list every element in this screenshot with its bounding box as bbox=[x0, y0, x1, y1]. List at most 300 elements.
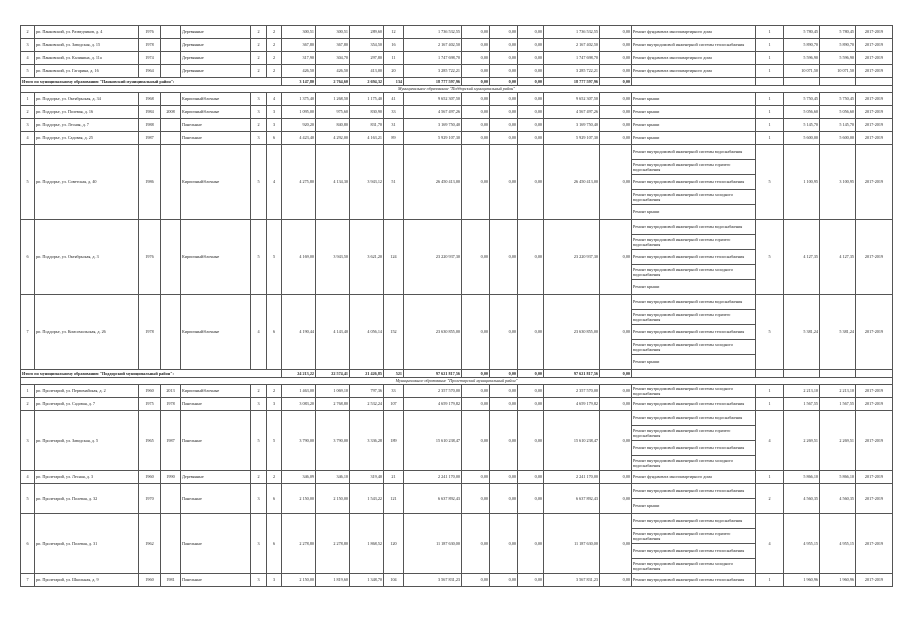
empty-cell bbox=[820, 370, 856, 378]
cell-mat: Кирпичный/блочные bbox=[181, 295, 251, 370]
cell-y1: 1978 bbox=[139, 295, 161, 370]
cell-cost: 3 567 831,23 bbox=[404, 574, 462, 587]
cell-u: 5 bbox=[756, 145, 784, 220]
cell-c6: 0,00 bbox=[600, 398, 632, 411]
cell-c4: 0,00 bbox=[518, 411, 544, 471]
section-title: Муниципальное образование "Пролетарский муниципальный район" bbox=[21, 378, 893, 385]
table-row bbox=[21, 26, 893, 39]
cell-resid: 11 bbox=[384, 52, 404, 65]
work-type-cell: Ремонт внутридомовой инженерной системы теплоснабжения bbox=[632, 325, 756, 340]
work-type-cell: Ремонт внутридомовой инженерной системы горячего водоснабжения bbox=[632, 310, 756, 325]
cell-p2: 5 381,24 bbox=[820, 295, 856, 370]
cell-y1: 1988 bbox=[139, 119, 161, 132]
cell-c4: 0,00 bbox=[518, 26, 544, 39]
cell-cost: 4 659 179,82 bbox=[404, 398, 462, 411]
total-cost: 18 777 597,96 bbox=[404, 78, 462, 86]
cell-en: 2 bbox=[267, 385, 282, 398]
cell-cost: 3 285 722,21 bbox=[404, 65, 462, 78]
cell-addr: рп. Пролетарий, ул. Школьная, д. 9 bbox=[35, 574, 139, 587]
total-c2: 0,00 bbox=[462, 370, 490, 378]
table-row bbox=[21, 514, 893, 529]
cell-p1: 5 600,00 bbox=[784, 132, 820, 145]
cell-u: 1 bbox=[756, 132, 784, 145]
cell-mat: Панельные bbox=[181, 398, 251, 411]
cell-a2: 300,51 bbox=[316, 26, 350, 39]
cell-c2: 0,00 bbox=[462, 471, 490, 484]
table-row bbox=[21, 119, 893, 132]
cell-u: 1 bbox=[756, 106, 784, 119]
cell-en: 5 bbox=[267, 220, 282, 295]
cell-n: 5 bbox=[21, 484, 35, 514]
table-row bbox=[21, 106, 893, 119]
cell-y1: 1975 bbox=[139, 398, 161, 411]
cell-c5: 2 167 402,50 bbox=[544, 39, 600, 52]
cell-d: 2017-2019 bbox=[856, 398, 893, 411]
cell-y1: 1965 bbox=[139, 411, 161, 471]
cell-addr: рп. Пролетарий, ул. Полевая, д. 31 bbox=[35, 514, 139, 574]
total-a1: 24 213,22 bbox=[282, 370, 316, 378]
table-row bbox=[21, 65, 893, 78]
cell-n: 3 bbox=[21, 119, 35, 132]
work-type-cell: Ремонт внутридомовой инженерной системы теплоснабжения bbox=[632, 250, 756, 265]
cell-c3: 0,00 bbox=[490, 52, 518, 65]
cell-c2: 0,00 bbox=[462, 106, 490, 119]
cell-addr: рп. Панковский, ул. Разведчиков, д. 4 bbox=[35, 26, 139, 39]
cell-n: 7 bbox=[21, 574, 35, 587]
cell-addr: рп. Поддорье, ул. Советская, д. 40 bbox=[35, 145, 139, 220]
cell-p1: 5 890,70 bbox=[784, 39, 820, 52]
cell-a1: 3 790,00 bbox=[282, 411, 316, 471]
cell-mat: Панельные bbox=[181, 574, 251, 587]
cell-p1: 2 213,10 bbox=[784, 385, 820, 398]
cell-c5: 3 567 831,23 bbox=[544, 574, 600, 587]
work-type-cell: Ремонт внутридомовой инженерной системы водоснабжения bbox=[632, 411, 756, 426]
repair-program-table bbox=[20, 25, 893, 587]
work-type-cell: Ремонт крыши bbox=[632, 499, 756, 514]
work-type-cell: Ремонт внутридомовой инженерной системы холодного водоснабжения bbox=[632, 559, 756, 574]
cell-a2: 346,10 bbox=[316, 471, 350, 484]
cell-p1: 5 750,45 bbox=[784, 93, 820, 106]
cell-y1: 1970 bbox=[139, 484, 161, 514]
cell-y1: 1960 bbox=[139, 385, 161, 398]
total-c6: 0,00 bbox=[600, 78, 632, 86]
cell-en: 4 bbox=[267, 93, 282, 106]
cell-mat: Кирпичный/блочные bbox=[181, 106, 251, 119]
cell-cost: 23 220 937,30 bbox=[404, 220, 462, 295]
cell-c3: 0,00 bbox=[490, 385, 518, 398]
cell-addr: рп. Поддорье, ул. Полевая, д. 16 bbox=[35, 106, 139, 119]
cell-c2: 0,00 bbox=[462, 132, 490, 145]
cell-u: 5 bbox=[756, 220, 784, 295]
cell-a2: 4 292,00 bbox=[316, 132, 350, 145]
total-row bbox=[21, 370, 893, 378]
cell-fl: 5 bbox=[251, 145, 267, 220]
work-type-cell: Ремонт фундамента многоквартирного дома bbox=[632, 471, 756, 484]
cell-a1: 4 190,44 bbox=[282, 295, 316, 370]
work-type-cell: Ремонт внутридомовой инженерной системы холодного водоснабжения bbox=[632, 456, 756, 471]
table-row bbox=[21, 484, 893, 499]
work-type-cell: Ремонт внутридомовой инженерной системы горячего водоснабжения bbox=[632, 426, 756, 441]
cell-c3: 0,00 bbox=[490, 93, 518, 106]
cell-cost: 11 187 630,00 bbox=[404, 514, 462, 574]
cell-c5: 2 357 570,00 bbox=[544, 385, 600, 398]
cell-a3: 297,80 bbox=[350, 52, 384, 65]
section-row bbox=[21, 378, 893, 385]
cell-c2: 0,00 bbox=[462, 484, 490, 514]
cell-n: 2 bbox=[21, 106, 35, 119]
cell-u: 1 bbox=[756, 26, 784, 39]
work-type-cell: Ремонт внутридомовой инженерной системы холодного водоснабжения bbox=[632, 385, 756, 398]
work-type-cell: Ремонт внутридомовой инженерной системы теплоснабжения bbox=[632, 398, 756, 411]
cell-y2 bbox=[161, 514, 181, 574]
cell-c3: 0,00 bbox=[490, 132, 518, 145]
cell-fl: 2 bbox=[251, 26, 267, 39]
cell-n: 4 bbox=[21, 471, 35, 484]
cell-fl: 3 bbox=[251, 398, 267, 411]
cell-a2: 4 143,40 bbox=[316, 295, 350, 370]
cell-fl: 2 bbox=[251, 471, 267, 484]
cell-en: 6 bbox=[267, 132, 282, 145]
cell-a1: 2 150,00 bbox=[282, 484, 316, 514]
cell-c4: 0,00 bbox=[518, 398, 544, 411]
cell-c6: 0,00 bbox=[600, 471, 632, 484]
total-c4: 0,00 bbox=[518, 78, 544, 86]
work-type-cell: Ремонт внутридомовой инженерной системы холодного водоснабжения bbox=[632, 265, 756, 280]
cell-n: 3 bbox=[21, 39, 35, 52]
cell-p2: 5 145,70 bbox=[820, 119, 856, 132]
cell-resid: 104 bbox=[384, 574, 404, 587]
cell-addr: рп. Поддорье, ул. Садовая, д. 25 bbox=[35, 132, 139, 145]
cell-a3: 1 175,40 bbox=[350, 93, 384, 106]
cell-resid: 31 bbox=[384, 119, 404, 132]
cell-d: 2017-2019 bbox=[856, 52, 893, 65]
total-c4: 0,00 bbox=[518, 370, 544, 378]
cell-c6: 0,00 bbox=[600, 295, 632, 370]
cell-c4: 0,00 bbox=[518, 93, 544, 106]
work-type-cell: Ремонт внутридомовой инженерной системы горячего водоснабжения bbox=[632, 529, 756, 544]
cell-a3: 289,60 bbox=[350, 26, 384, 39]
cell-resid: 89 bbox=[384, 132, 404, 145]
work-type-cell: Ремонт внутридомовой инженерной системы теплоснабжения bbox=[632, 441, 756, 456]
cell-y2 bbox=[161, 484, 181, 514]
cell-c5: 6 637 892,43 bbox=[544, 484, 600, 514]
cell-fl: 3 bbox=[251, 106, 267, 119]
cell-c3: 0,00 bbox=[490, 39, 518, 52]
cell-a2: 426,50 bbox=[316, 65, 350, 78]
cell-c3: 0,00 bbox=[490, 145, 518, 220]
cell-d: 2017-2019 bbox=[856, 65, 893, 78]
cell-addr: рп. Поддорье, ул. Октябрьская, д. 3 bbox=[35, 220, 139, 295]
cell-fl: 5 bbox=[251, 220, 267, 295]
cell-a2: 3 943,50 bbox=[316, 220, 350, 295]
cell-d: 2017-2019 bbox=[856, 295, 893, 370]
cell-c3: 0,00 bbox=[490, 220, 518, 295]
cell-addr: рп. Пролетарий, ул. Садовая, д. 7 bbox=[35, 398, 139, 411]
cell-a3: 1 543,22 bbox=[350, 484, 384, 514]
cell-resid: 189 bbox=[384, 411, 404, 471]
cell-a3: 3 621,20 bbox=[350, 220, 384, 295]
cell-cost: 2 357 570,00 bbox=[404, 385, 462, 398]
cell-u: 1 bbox=[756, 65, 784, 78]
cell-p2: 5 866,10 bbox=[820, 471, 856, 484]
total-cost: 97 621 817,56 bbox=[404, 370, 462, 378]
cell-y2 bbox=[161, 132, 181, 145]
cell-c4: 0,00 bbox=[518, 145, 544, 220]
table-row bbox=[21, 295, 893, 310]
cell-y1: 1960 bbox=[139, 574, 161, 587]
cell-n: 7 bbox=[21, 295, 35, 370]
cell-n: 2 bbox=[21, 26, 35, 39]
cell-p2: 4 560,35 bbox=[820, 484, 856, 514]
cell-cost: 5 929 107,30 bbox=[404, 132, 462, 145]
cell-y1: 1978 bbox=[139, 39, 161, 52]
cell-a2: 1 819,60 bbox=[316, 574, 350, 587]
cell-p2: 1 960,96 bbox=[820, 574, 856, 587]
total-c3: 0,00 bbox=[490, 370, 518, 378]
empty-cell bbox=[856, 78, 893, 86]
cell-c3: 0,00 bbox=[490, 484, 518, 514]
cell-u: 1 bbox=[756, 93, 784, 106]
cell-c4: 0,00 bbox=[518, 574, 544, 587]
cell-en: 2 bbox=[267, 26, 282, 39]
cell-resid: 33 bbox=[384, 106, 404, 119]
cell-mat: Кирпичный/блочные bbox=[181, 145, 251, 220]
cell-y1: 1960 bbox=[139, 471, 161, 484]
cell-cost: 2 241 170,00 bbox=[404, 471, 462, 484]
table-row bbox=[21, 39, 893, 52]
cell-c2: 0,00 bbox=[462, 93, 490, 106]
cell-p2: 5 780,45 bbox=[820, 26, 856, 39]
total-c6: 0,00 bbox=[600, 370, 632, 378]
cell-c5: 9 652 307,50 bbox=[544, 93, 600, 106]
cell-resid: 107 bbox=[384, 398, 404, 411]
cell-a3: 3 943,12 bbox=[350, 145, 384, 220]
cell-en: 6 bbox=[267, 514, 282, 574]
cell-c3: 0,00 bbox=[490, 471, 518, 484]
cell-addr: рп. Пролетарий, ул. Первомайская, д. 2 bbox=[35, 385, 139, 398]
cell-a3: 413,00 bbox=[350, 65, 384, 78]
work-type-cell: Ремонт внутридомовой инженерной системы горячего водоснабжения bbox=[632, 160, 756, 175]
cell-cost: 15 610 238,47 bbox=[404, 411, 462, 471]
cell-c4: 0,00 bbox=[518, 471, 544, 484]
cell-n: 1 bbox=[21, 385, 35, 398]
cell-p1: 5 780,45 bbox=[784, 26, 820, 39]
cell-c5: 26 450 413,00 bbox=[544, 145, 600, 220]
cell-c6: 0,00 bbox=[600, 132, 632, 145]
cell-d: 2017-2019 bbox=[856, 514, 893, 574]
cell-a3: 354,50 bbox=[350, 39, 384, 52]
cell-a1: 300,51 bbox=[282, 26, 316, 39]
cell-a1: 4 169,00 bbox=[282, 220, 316, 295]
table-row bbox=[21, 398, 893, 411]
cell-c3: 0,00 bbox=[490, 65, 518, 78]
cell-u: 1 bbox=[756, 39, 784, 52]
cell-p1: 5 596,90 bbox=[784, 52, 820, 65]
cell-a1: 1 095,00 bbox=[282, 106, 316, 119]
cell-addr: рп. Панковский, ул. Заводская, д. 15 bbox=[35, 39, 139, 52]
cell-en: 6 bbox=[267, 295, 282, 370]
cell-u: 1 bbox=[756, 52, 784, 65]
cell-p2: 4 955,15 bbox=[820, 514, 856, 574]
cell-en: 5 bbox=[267, 411, 282, 471]
cell-y2 bbox=[161, 145, 181, 220]
empty-cell bbox=[784, 78, 820, 86]
total-c5: 97 621 817,56 bbox=[544, 370, 600, 378]
cell-p2: 5 750,45 bbox=[820, 93, 856, 106]
cell-fl: 3 bbox=[251, 514, 267, 574]
empty-cell bbox=[820, 78, 856, 86]
cell-p1: 4 560,35 bbox=[784, 484, 820, 514]
cell-mat: Панельные bbox=[181, 119, 251, 132]
cell-a3: 1 868,52 bbox=[350, 514, 384, 574]
cell-p2: 4 127,35 bbox=[820, 220, 856, 295]
cell-cost: 26 450 413,00 bbox=[404, 145, 462, 220]
work-type-cell: Ремонт крыши bbox=[632, 93, 756, 106]
cell-c6: 0,00 bbox=[600, 93, 632, 106]
cell-p2: 5 600,00 bbox=[820, 132, 856, 145]
cell-c2: 0,00 bbox=[462, 514, 490, 574]
cell-y2 bbox=[161, 39, 181, 52]
cell-a3: 4 163,21 bbox=[350, 132, 384, 145]
cell-c3: 0,00 bbox=[490, 119, 518, 132]
cell-a3: 797,36 bbox=[350, 385, 384, 398]
cell-c5: 4 567 497,26 bbox=[544, 106, 600, 119]
cell-c6: 0,00 bbox=[600, 145, 632, 220]
cell-cost: 3 169 750,40 bbox=[404, 119, 462, 132]
cell-c6: 0,00 bbox=[600, 484, 632, 514]
cell-mat: Деревянные bbox=[181, 52, 251, 65]
cell-p1: 10 071,50 bbox=[784, 65, 820, 78]
cell-resid: 12 bbox=[384, 26, 404, 39]
total-a2: 22 574,41 bbox=[316, 370, 350, 378]
cell-d: 2017-2019 bbox=[856, 471, 893, 484]
cell-fl: 2 bbox=[251, 52, 267, 65]
cell-c6: 0,00 bbox=[600, 220, 632, 295]
cell-u: 4 bbox=[756, 514, 784, 574]
cell-n: 6 bbox=[21, 220, 35, 295]
cell-c5: 23 220 937,30 bbox=[544, 220, 600, 295]
cell-fl: 2 bbox=[251, 65, 267, 78]
cell-p1: 1 567,55 bbox=[784, 398, 820, 411]
cell-p1: 5 381,24 bbox=[784, 295, 820, 370]
work-type-cell: Ремонт внутридомовой инженерной системы холодного водоснабжения bbox=[632, 340, 756, 355]
cell-y2 bbox=[161, 26, 181, 39]
cell-c5: 2 241 170,00 bbox=[544, 471, 600, 484]
cell-en: 2 bbox=[267, 65, 282, 78]
cell-p1: 5 145,70 bbox=[784, 119, 820, 132]
cell-a1: 2 278,80 bbox=[282, 514, 316, 574]
work-type-cell: Ремонт внутридомовой инженерной системы горячего водоснабжения bbox=[632, 235, 756, 250]
total-c5: 18 777 597,96 bbox=[544, 78, 600, 86]
cell-mat: Панельные bbox=[181, 514, 251, 574]
cell-n: 5 bbox=[21, 65, 35, 78]
cell-y2 bbox=[161, 220, 181, 295]
cell-resid: 51 bbox=[384, 145, 404, 220]
work-type-cell: Ремонт внутридомовой инженерной системы теплоснабжения bbox=[632, 484, 756, 499]
work-type-cell: Ремонт внутридомовой инженерной системы теплоснабжения bbox=[632, 175, 756, 190]
total-a3: 21 426,85 bbox=[350, 370, 384, 378]
cell-c2: 0,00 bbox=[462, 220, 490, 295]
cell-y1: 1968 bbox=[139, 93, 161, 106]
cell-mat: Панельные bbox=[181, 411, 251, 471]
cell-c5: 11 187 630,00 bbox=[544, 514, 600, 574]
cell-u: 4 bbox=[756, 411, 784, 471]
cell-c4: 0,00 bbox=[518, 52, 544, 65]
cell-p2: 5 056,60 bbox=[820, 106, 856, 119]
cell-c4: 0,00 bbox=[518, 385, 544, 398]
cell-y2: 2013 bbox=[161, 385, 181, 398]
total-resid: 134 bbox=[384, 78, 404, 86]
cell-u: 1 bbox=[756, 385, 784, 398]
cell-mat: Панельные bbox=[181, 484, 251, 514]
cell-c4: 0,00 bbox=[518, 220, 544, 295]
cell-c2: 0,00 bbox=[462, 574, 490, 587]
cell-fl: 2 bbox=[251, 39, 267, 52]
cell-p1: 2 269,51 bbox=[784, 411, 820, 471]
cell-a3: 831,70 bbox=[350, 119, 384, 132]
cell-n: 3 bbox=[21, 411, 35, 471]
table-row bbox=[21, 145, 893, 160]
empty-cell bbox=[756, 78, 784, 86]
cell-a2: 1 069,10 bbox=[316, 385, 350, 398]
cell-d: 2017-2019 bbox=[856, 411, 893, 471]
cell-u: 2 bbox=[756, 484, 784, 514]
cell-d: 2017-2019 bbox=[856, 132, 893, 145]
cell-cost: 1 736 532,55 bbox=[404, 26, 462, 39]
work-type-cell: Ремонт крыши bbox=[632, 132, 756, 145]
cell-c6: 0,00 bbox=[600, 52, 632, 65]
cell-fl: 4 bbox=[251, 295, 267, 370]
cell-c2: 0,00 bbox=[462, 295, 490, 370]
cell-c6: 0,00 bbox=[600, 574, 632, 587]
cell-c5: 4 659 179,82 bbox=[544, 398, 600, 411]
cell-addr: рп. Поддорье, ул. Комсомольская, д. 26 bbox=[35, 295, 139, 370]
cell-a1: 426,50 bbox=[282, 65, 316, 78]
table-row bbox=[21, 93, 893, 106]
cell-addr: рп. Панковский, ул. Гагарина, д. 16 bbox=[35, 65, 139, 78]
cell-u: 1 bbox=[756, 471, 784, 484]
cell-c5: 3 169 750,40 bbox=[544, 119, 600, 132]
cell-p1: 5 056,60 bbox=[784, 106, 820, 119]
work-type-cell: Ремонт фундамента многоквартирного дома bbox=[632, 26, 756, 39]
cell-cost: 4 567 497,26 bbox=[404, 106, 462, 119]
cell-c6: 0,00 bbox=[600, 514, 632, 574]
cell-p2: 1 567,55 bbox=[820, 398, 856, 411]
cell-c5: 15 610 238,47 bbox=[544, 411, 600, 471]
cell-addr: рп. Пролетарий, ул. Лесная, д. 3 bbox=[35, 471, 139, 484]
cell-cost: 23 630 855,00 bbox=[404, 295, 462, 370]
cell-c3: 0,00 bbox=[490, 295, 518, 370]
cell-a3: 830,90 bbox=[350, 106, 384, 119]
total-row bbox=[21, 78, 893, 86]
cell-y1: 1976 bbox=[139, 220, 161, 295]
cell-c2: 0,00 bbox=[462, 145, 490, 220]
cell-y2: 2008 bbox=[161, 106, 181, 119]
total-label: Итого по муниципальному образованию "Поддорский муниципальный район": bbox=[21, 370, 282, 378]
work-type-cell: Ремонт внутридомовой инженерной системы теплоснабжения bbox=[632, 544, 756, 559]
cell-a3: 319,40 bbox=[350, 471, 384, 484]
cell-c6: 0,00 bbox=[600, 119, 632, 132]
cell-fl: 3 bbox=[251, 93, 267, 106]
cell-mat: Деревянные bbox=[181, 26, 251, 39]
empty-cell bbox=[784, 370, 820, 378]
section-row bbox=[21, 86, 893, 93]
cell-cost: 9 652 307,50 bbox=[404, 93, 462, 106]
cell-p2: 5 890,70 bbox=[820, 39, 856, 52]
cell-p2: 5 596,90 bbox=[820, 52, 856, 65]
table-row bbox=[21, 411, 893, 426]
cell-d: 2017-2019 bbox=[856, 39, 893, 52]
